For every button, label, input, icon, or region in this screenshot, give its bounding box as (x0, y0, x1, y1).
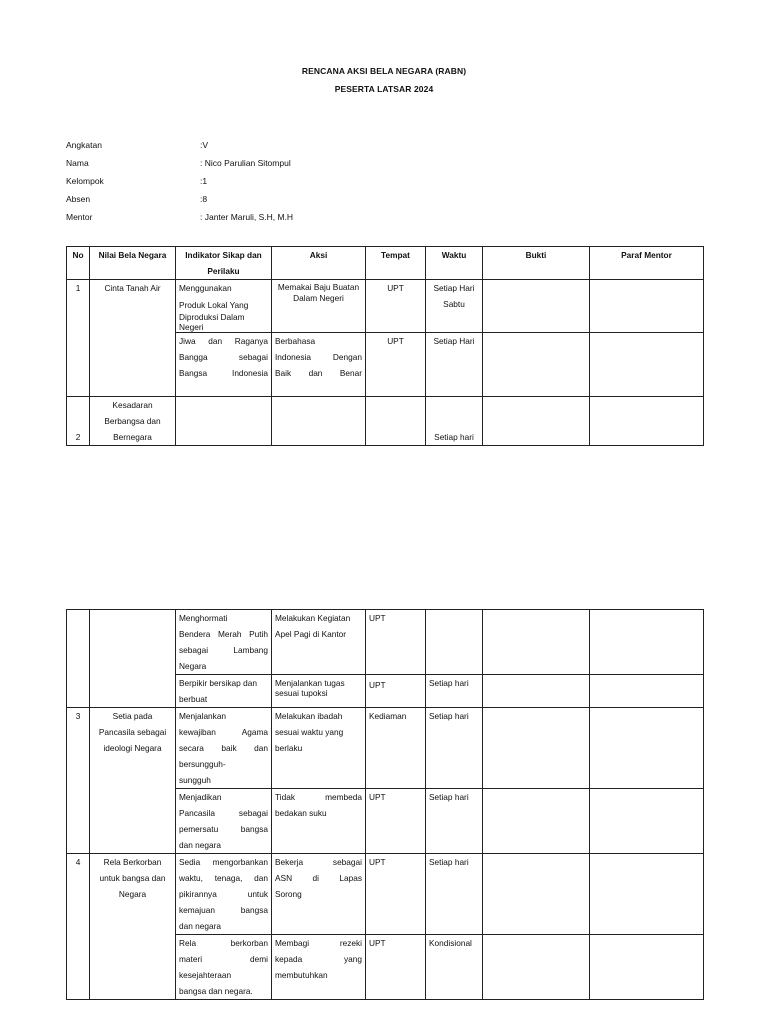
row-no (67, 610, 90, 708)
row-aksi (272, 610, 366, 675)
row-bukti (483, 610, 590, 675)
aksi-line: sesuai waktu yang (275, 727, 344, 737)
table-row (67, 854, 704, 935)
aksi-line: Membagi rezeki (275, 938, 362, 948)
row-waktu: Setiap hari (426, 789, 483, 854)
indikator-line: bangsa dan negara. (179, 986, 253, 996)
header-aksi: Aksi (272, 247, 366, 280)
header-indikator (176, 247, 272, 280)
info-label-mentor: Mentor (66, 212, 93, 222)
indikator-line: Pancasila sebagai (179, 808, 268, 818)
info-label-absen: Absen (66, 194, 91, 204)
header-bukti: Bukti (483, 247, 590, 280)
indikator-line: secara baik dan (179, 743, 268, 753)
indikator-line: Sedia mengorbankan (179, 857, 268, 867)
nilai-line: Setia pada (112, 711, 153, 721)
row-nilai (90, 610, 176, 708)
row-waktu (426, 610, 483, 675)
row-bukti (483, 854, 590, 935)
table-row (67, 708, 704, 789)
row-indikator (176, 854, 272, 935)
row-indikator (176, 935, 272, 1000)
indikator-line: Negara (179, 661, 207, 671)
row-bukti (483, 789, 590, 854)
aksi-line: kepada yang (275, 954, 362, 964)
row-paraf (590, 610, 704, 675)
table-row (67, 610, 704, 675)
row-paraf (590, 333, 704, 397)
row-tempat: UPT (366, 854, 426, 935)
aksi-line: Bekerja sebagai (275, 857, 362, 867)
aksi-line: Dalam Negeri (293, 293, 344, 303)
indikator-line: materi demi (179, 954, 268, 964)
row-bukti (483, 280, 590, 333)
row-indikator (176, 333, 272, 397)
row-indikator (176, 789, 272, 854)
info-label-kelompok: Kelompok (66, 176, 104, 186)
row-bukti (483, 708, 590, 789)
aksi-line: berlaku (275, 743, 303, 753)
row-tempat: UPT (366, 675, 426, 708)
header-indikator-line2: Perilaku (207, 266, 240, 276)
indikator-line: Menghormati (179, 613, 228, 623)
row-paraf (590, 854, 704, 935)
indikator-line: Bangsa Indonesia (179, 368, 268, 378)
nilai-line: Pancasila sebagai (98, 727, 167, 737)
indikator-line: Produk Lokal Yang (179, 300, 249, 310)
row-tempat (366, 397, 426, 446)
row-paraf (590, 708, 704, 789)
indikator-line: pikirannya untuk (179, 889, 268, 899)
row-aksi (272, 675, 366, 708)
row-nilai (90, 854, 176, 1000)
info-value-angkatan: :V (200, 140, 209, 150)
row-bukti (483, 397, 590, 446)
row-bukti (483, 935, 590, 1000)
aksi-line: Baik dan Benar (275, 368, 362, 378)
indikator-line: Menjalankan (179, 711, 227, 721)
row-waktu: Setiap hari (426, 397, 483, 446)
row-waktu: Setiap Hari (426, 333, 483, 397)
header-tempat: Tempat (366, 247, 426, 280)
nilai-line: Kesadaran (112, 400, 153, 410)
row-waktu: Setiap hari (426, 854, 483, 935)
row-paraf (590, 675, 704, 708)
indikator-line: dan negara (179, 840, 221, 850)
header-no: No (67, 247, 90, 280)
document-title: RENCANA AKSI BELA NEGARA (RABN) (301, 66, 467, 76)
nilai-line: untuk bangsa dan (99, 873, 166, 883)
row-no: 1 (67, 280, 90, 397)
row-paraf (590, 935, 704, 1000)
indikator-line: kewajiban Agama (179, 727, 268, 737)
header-indikator-line1: Indikator Sikap dan (185, 250, 262, 260)
indikator-line: dan negara (179, 921, 221, 931)
indikator-line: Jiwa dan Raganya (179, 336, 268, 346)
nilai-line: Bernegara (113, 432, 152, 442)
row-nilai: Cinta Tanah Air (90, 280, 176, 397)
aksi-line: Melakukan Kegiatan (275, 613, 351, 623)
indikator-line: kesejahteraan (179, 970, 232, 980)
row-indikator (176, 708, 272, 789)
aksi-line: membutuhkan (275, 970, 328, 980)
indikator-line: bersungguh- (179, 759, 226, 769)
row-nilai (90, 397, 176, 446)
row-indikator (176, 610, 272, 675)
info-label-nama: Nama (66, 158, 89, 168)
row-paraf (590, 280, 704, 333)
info-label-angkatan: Angkatan (66, 140, 102, 150)
aksi-line: Memakai Baju Buatan (277, 282, 360, 292)
aksi-line: Apel Pagi di Kantor (275, 629, 347, 639)
row-tempat: UPT (366, 333, 426, 397)
row-paraf (590, 789, 704, 854)
row-waktu: Setiap hari (426, 708, 483, 789)
indikator-line: Bangga sebagai (179, 352, 268, 362)
row-no: 3 (67, 708, 90, 854)
indikator-line: kemajuan bangsa (179, 905, 268, 915)
nilai-line: Negara (118, 889, 147, 899)
indikator-line: waktu, tenaga, dan (179, 873, 268, 883)
aksi-line: ASN di Lapas (275, 873, 362, 883)
aksi-line: Indonesia Dengan (275, 352, 362, 362)
indikator-line: pemersatu bangsa (179, 824, 268, 834)
row-tempat: UPT (366, 610, 426, 675)
indikator-line: Rela berkorban (179, 938, 268, 948)
indikator-line: berbuat (179, 694, 208, 704)
header-waktu: Waktu (426, 247, 483, 280)
indikator-line: Menjadikan (179, 792, 222, 802)
table-header-row (67, 247, 704, 280)
nilai-line: Berbangsa dan (104, 416, 161, 426)
row-paraf (590, 397, 704, 446)
row-no: 4 (67, 854, 90, 1000)
row-tempat: UPT (366, 789, 426, 854)
rabn-table-page1 (66, 246, 704, 446)
indikator-line: Diproduksi Dalam (179, 312, 245, 322)
table-row (67, 397, 704, 446)
table-row (67, 280, 704, 333)
document-subtitle: PESERTA LATSAR 2024 (334, 84, 434, 94)
row-waktu (426, 280, 483, 333)
indikator-line: sebagai Lambang (179, 645, 268, 655)
indikator-line: Menggunakan (179, 283, 232, 293)
row-waktu: Kondisional (426, 935, 483, 1000)
info-value-kelompok: :1 (200, 176, 208, 186)
row-tempat: UPT (366, 280, 426, 333)
row-tempat: Kediaman (366, 708, 426, 789)
aksi-line: Melakukan ibadah (275, 711, 343, 721)
rabn-table-page2 (66, 609, 704, 1000)
row-aksi (272, 935, 366, 1000)
row-indikator (176, 397, 272, 446)
indikator-line: sungguh (179, 775, 211, 785)
nilai-line: Rela Berkorban (103, 857, 162, 867)
row-nilai (90, 708, 176, 854)
indikator-line: Berpikir bersikap dan (179, 678, 257, 688)
row-bukti (483, 675, 590, 708)
aksi-line: Berbahasa (275, 336, 316, 346)
row-aksi (272, 333, 366, 397)
waktu-line: Setiap Hari (433, 283, 475, 293)
row-aksi (272, 708, 366, 789)
row-aksi (272, 854, 366, 935)
aksi-line: sesuai tupoksi (275, 688, 328, 698)
info-value-mentor: : Janter Maruli, S.H, M.H (200, 212, 294, 222)
indikator-line: Negeri (179, 322, 204, 332)
row-aksi (272, 280, 366, 333)
waktu-line: Sabtu (443, 299, 465, 309)
aksi-line: Menjalankan tugas (275, 678, 345, 688)
row-aksi (272, 789, 366, 854)
row-aksi (272, 397, 366, 446)
aksi-line: Sorong (275, 889, 302, 899)
row-bukti (483, 333, 590, 397)
aksi-line: Tidak membeda (275, 792, 362, 802)
row-indikator (176, 675, 272, 708)
row-tempat: UPT (366, 935, 426, 1000)
header-nilai: Nilai Bela Negara (90, 247, 176, 280)
row-indikator (176, 280, 272, 333)
info-value-nama: : Nico Parulian Sitompul (200, 158, 291, 168)
header-paraf: Paraf Mentor (590, 247, 704, 280)
nilai-line: ideologi Negara (103, 743, 162, 753)
row-waktu: Setiap hari (426, 675, 483, 708)
row-no: 2 (67, 397, 90, 446)
aksi-line: bedakan suku (275, 808, 327, 818)
info-value-absen: :8 (200, 194, 208, 204)
indikator-line: Bendera Merah Putih (179, 629, 268, 639)
